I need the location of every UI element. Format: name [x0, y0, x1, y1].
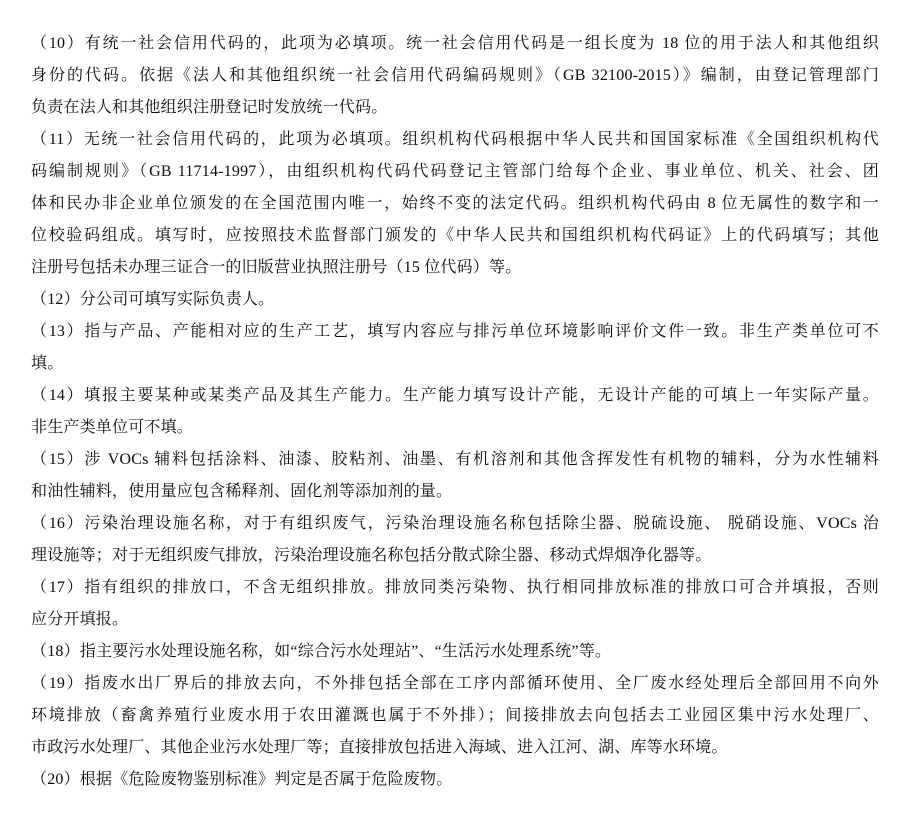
- note-paragraph-13: [31, 316, 879, 380]
- text-line: （14）填报主要某种或某类产品及其生产能力。生产能力填写设计产能，无设计产能的可填上一年实际产量。: [31, 387, 879, 404]
- text-line: （13）指与产品、产能相对应的生产工艺，填写内容应与排污单位环境影响评价文件一致。非生产类单位可不: [31, 323, 879, 340]
- note-paragraph-20: [31, 764, 879, 796]
- note-paragraph-10: [31, 28, 879, 124]
- note-paragraph-18: [31, 636, 879, 668]
- text-line: 体和民办非企业单位颁发的在全国范围内唯一，始终不变的法定代码。组织机构代码由 8 位无属性的数字和一: [31, 195, 879, 212]
- text-line: 码编制规则》（GB 11714-1997），由组织机构代码代码登记主管部门给每个企业、事业单位、机关、社会、团: [31, 163, 879, 180]
- text-line: 注册号包括未办理三证合一的旧版营业执照注册号（15 位代码）等。: [31, 259, 522, 276]
- text-line: 应分开填报。: [31, 611, 129, 628]
- text-line: 市政污水处理厂、其他企业污水处理厂等；直接排放包括进入海域、进入江河、湖、库等水环境。: [31, 739, 728, 756]
- note-paragraph-17: [31, 572, 879, 636]
- note-paragraph-14: [31, 380, 879, 444]
- text-line: （19）指废水出厂界后的排放去向，不外排包括全部在工序内部循环使用、全厂废水经处理后全部回用不向外: [31, 675, 879, 692]
- text-line: 环境排放（畜禽养殖行业废水用于农田灌溉也属于不外排）；间接排放去向包括去工业园区集中污水处理厂、: [31, 707, 879, 724]
- text-line: （17）指有组织的排放口，不含无组织排放。排放同类污染物、执行相同排放标准的排放口可合并填报，否则: [31, 579, 879, 596]
- text-line: 负责在法人和其他组织注册登记时发放统一代码。: [31, 99, 388, 116]
- text-line: （18）指主要污水处理设施名称，如“综合污水处理站”、“生活污水处理系统”等。: [31, 643, 612, 660]
- text-line: 理设施等；对于无组织废气排放，污染治理设施名称包括分散式除尘器、移动式焊烟净化器等。: [31, 547, 712, 564]
- text-line: （15）涉 VOCs 辅料包括涂料、油漆、胶粘剂、油墨、有机溶剂和其他含挥发性有机物的辅料，分为水性辅料: [31, 451, 879, 468]
- text-line: 非生产类单位可不填。: [31, 419, 194, 436]
- note-paragraph-11: [31, 124, 879, 284]
- text-line: （12）分公司可填写实际负责人。: [31, 291, 275, 308]
- text-line: 位校验码组成。填写时，应按照技术监督部门颁发的《中华人民共和国组织机构代码证》上的代码填写；其他: [31, 227, 879, 244]
- note-paragraph-19: [31, 668, 879, 764]
- note-paragraph-12: [31, 284, 879, 316]
- text-line: 填。: [31, 355, 64, 372]
- text-line: （16）污染治理设施名称，对于有组织废气，污染治理设施名称包括除尘器、脱硫设施、 脱硝设施、VOCs 治: [31, 515, 879, 532]
- note-paragraph-16: [31, 508, 879, 572]
- note-paragraph-15: [31, 444, 879, 508]
- text-line: （11）无统一社会信用代码的，此项为必填项。组织机构代码根据中华人民共和国国家标准《全国组织机构代: [31, 131, 879, 148]
- text-line: 和油性辅料，使用量应包含稀释剂、固化剂等添加剂的量。: [31, 483, 453, 500]
- text-line: （20）根据《危险废物鉴别标准》判定是否属于危险废物。: [31, 771, 453, 788]
- text-line: （10）有统一社会信用代码的，此项为必填项。统一社会信用代码是一组长度为 18 位的用于法人和其他组织: [31, 35, 879, 52]
- text-line: 身份的代码。依据《法人和其他组织统一社会信用代码编码规则》（GB 32100-2015）》编制，由登记管理部门: [31, 67, 879, 84]
